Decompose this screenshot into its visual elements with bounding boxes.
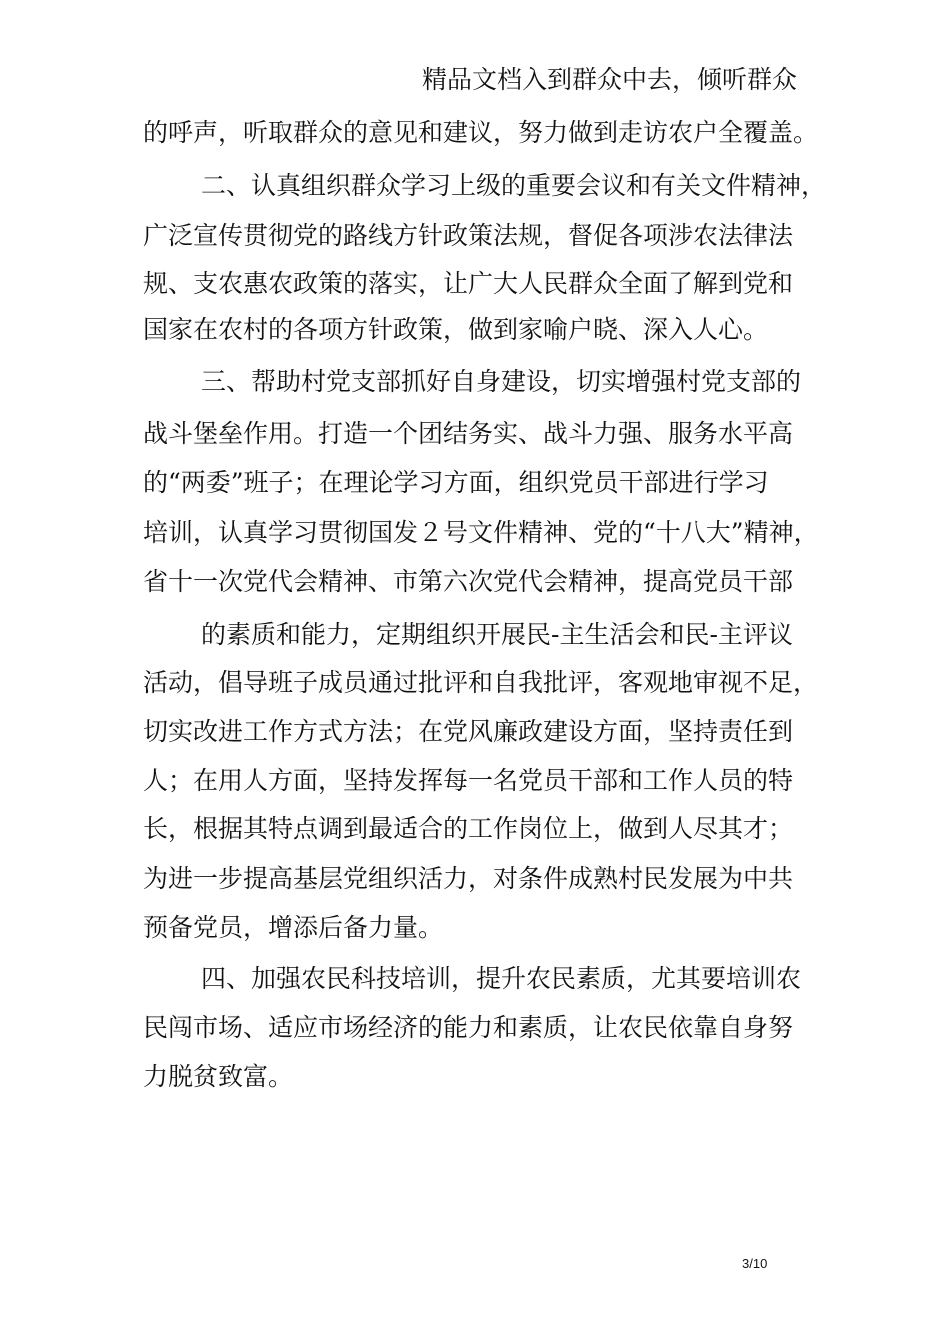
text-line-3: 二、认真组织群众学习上级的重要会议和有关文件精神，	[201, 171, 827, 200]
text-line-6: 国家在农村的各项方针政策，做到家喻户晓、深入人心。	[143, 315, 769, 344]
text-line-12: 的素质和能力，定期组织开展民-主生活会和民-主评议	[201, 620, 793, 649]
text-line-20: 民闯市场、适应市场经济的能力和素质，让农民依靠自身努	[143, 1013, 794, 1042]
text-line-10: 培训，认真学习贯彻国发２号文件精神、党的“十八大”精神，	[143, 518, 819, 547]
text-line-2: 的呼声，听取群众的意见和建议，努力做到走访农户全覆盖。	[143, 118, 819, 147]
text-line-16: 长，根据其特点调到最适合的工作岗位上，做到人尽其才；	[143, 814, 794, 843]
page-number: 3/10	[742, 1256, 768, 1271]
text-line-5: 规、支农惠农政策的落实，让广大人民群众全面了解到党和	[143, 269, 794, 298]
text-line-9: 的“两委”班子；在理论学习方面，组织党员干部进行学习	[143, 468, 769, 497]
text-line-8: 战斗堡垒作用。打造一个团结务实、战斗力强、服务水平高	[143, 419, 794, 448]
text-line-13: 活动，倡导班子成员通过批评和自我批评，客观地审视不足，	[143, 668, 819, 697]
text-line-21: 力脱贫致富。	[143, 1062, 294, 1091]
text-line-17: 为进一步提高基层党组织活力，对条件成熟村民发展为中共	[143, 864, 794, 893]
text-line-1: 精品文档入到群众中去，倾听群众	[422, 65, 798, 94]
text-line-14: 切实改进工作方式方法；在党风廉政建设方面，坚持责任到	[143, 717, 794, 746]
text-line-7: 三、帮助村党支部抓好自身建设，切实增强村党支部的	[201, 367, 802, 396]
text-line-15: 人；在用人方面，坚持发挥每一名党员干部和工作人员的特	[143, 766, 794, 795]
text-line-4: 广泛宣传贯彻党的路线方针政策法规，督促各项涉农法律法	[143, 221, 794, 250]
text-line-18: 预备党员，增添后备力量。	[143, 913, 444, 942]
text-line-11: 省十一次党代会精神、市第六次党代会精神，提高党员干部	[143, 567, 794, 596]
text-line-19: 四、加强农民科技培训，提升农民素质，尤其要培训农	[201, 964, 802, 993]
